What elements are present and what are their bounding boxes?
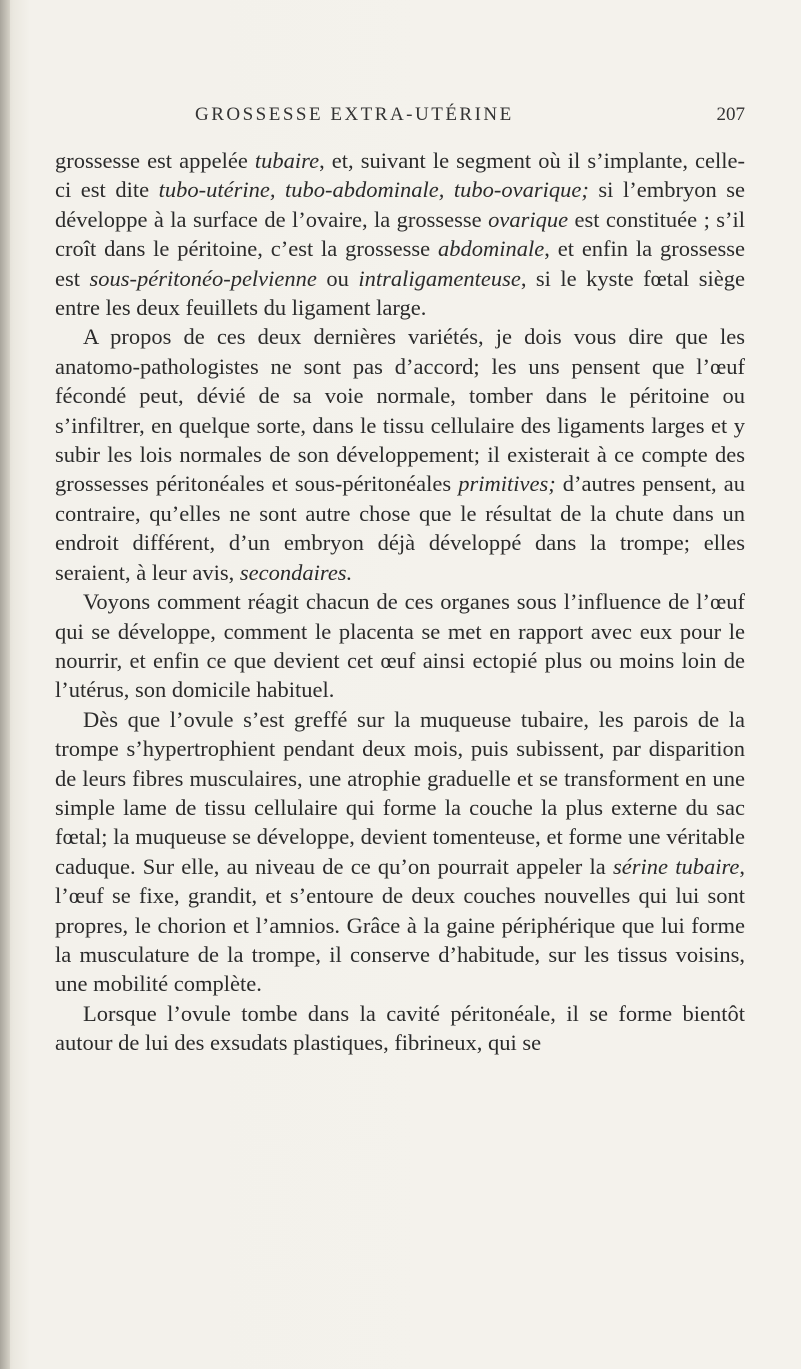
text-run: , et, suivant le segment où il s’implante, celle-ci est dite — [55, 148, 745, 203]
text-run: , l’œuf se fixe, grandit, et s’entoure de deux couches nouvelles qui lui sont propres, le chorion et l’amnios. Grâce à la gaine périphérique que lui forme la musculature de la trompe, il conserve d’habitude, sur les tissus voisins, une mobilité complète. — [55, 853, 745, 997]
text-run: est constituée ; s’il croît dans le péritoine, c’est la grossesse — [55, 206, 745, 262]
running-title: GROSSESSE EXTRA-UTÉRINE — [195, 104, 514, 125]
italic-term: tubaire — [254, 148, 320, 173]
text-run: grossesse est appelée — [55, 148, 255, 173]
paragraph — [55, 705, 745, 999]
text-run: ou — [316, 265, 359, 291]
italic-term: tubo-utérine, tubo-abdominale, tubo-ovarique; — [158, 177, 589, 203]
text-run: Lorsque l’ovule tombe dans la cavité péritonéale, il se forme bientôt autour de lui des exsudats plastiques, fibrineux, qui se — [55, 1000, 745, 1056]
paragraph — [55, 322, 745, 587]
italic-term: abdominale — [438, 236, 545, 262]
italic-term: sous-péritonéo-pelvienne — [89, 265, 317, 291]
italic-term: sérine tubaire — [612, 853, 740, 879]
paragraph — [55, 999, 745, 1058]
text-run: Dès que l’ovule s’est greffé sur la muqueuse tubaire, les parois de la trompe s’hypertrophient pendant deux mois, puis subissent, par disparition de leurs fibres musculaires, une atrophie graduelle et se transforment en une simple lame de tissu cellulaire qui forme la couche la plus externe du sac fœtal; la muqueuse se développe, devient tomenteuse, et forme une véritable caduque. Sur elle, au niveau de ce qu’on pourrait appeler la — [55, 706, 745, 879]
text-run: , et enfin la grossesse est — [55, 236, 745, 291]
italic-term: ovarique — [488, 206, 569, 232]
page-number: 207 — [716, 104, 745, 125]
italic-term: secondaires. — [239, 559, 353, 585]
page-gutter — [0, 0, 10, 1369]
text-run: A propos de ces deux dernières variétés, je dois vous dire que les anatomo-pathologistes ne sont pas d’accord; les uns pensent que l’œuf fécondé peut, dévié de sa voie normale, tomber dans le péritoine ou s’infiltrer, en quelque sorte, dans le tissu cellulaire des ligaments larges et y subir les lois normales de son développement; il existerait à ce compte des grossesses péritonéales et sous-péritonéales — [55, 324, 745, 497]
body-text — [55, 146, 745, 1058]
text-run: Voyons comment réagit chacun de ces organes sous l’influence de l’œuf qui se développe, comment le placenta se met en rapport avec eux pour le nourrir, et enfin ce que devient cet œuf ainsi ectopié plus ou moins loin de l’utérus, son domicile habituel. — [55, 589, 745, 703]
text-run: , si le kyste fœtal siège entre les deux feuillets du ligament large. — [55, 265, 745, 321]
text-run: si l’embryon se développe à la surface de l’ovaire, la grossesse — [55, 177, 745, 232]
paragraph — [55, 146, 745, 322]
text-run: d’autres pensent, au contraire, qu’elles ne sont autre chose que le résultat de la chute dans un endroit différent, d’un embryon déjà développé dans la trompe; elles seraient, à leur avis, — [55, 471, 746, 585]
italic-term: primitives; — [458, 471, 556, 497]
paragraph — [55, 587, 745, 705]
italic-term: intraligamenteuse — [358, 265, 521, 291]
